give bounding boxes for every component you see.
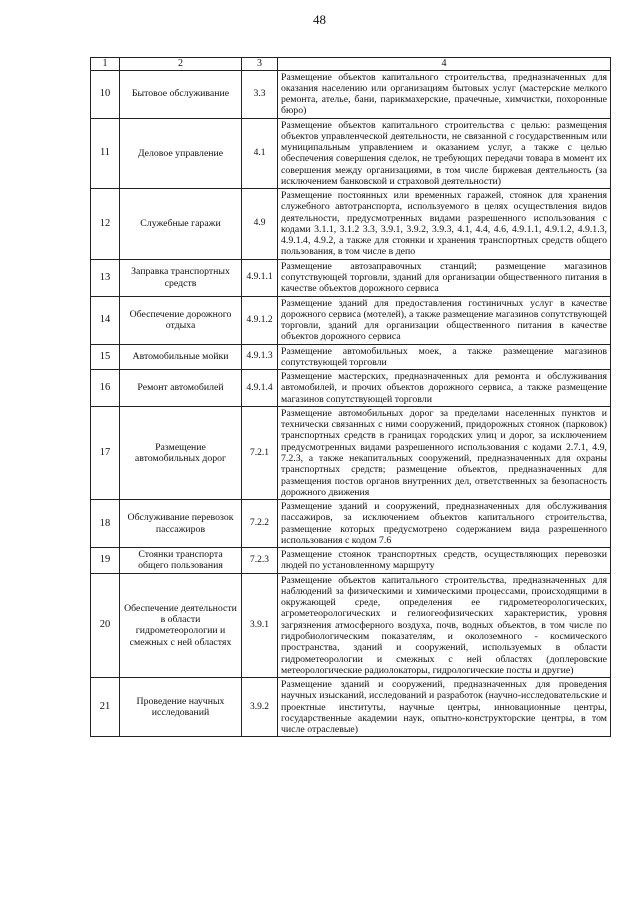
land-use-table [90,57,611,737]
row-number: 15 [91,344,120,370]
use-type-description: Размещение объектов капитального строительства, предназначенных для оказания населению или организациям бытовых услуг (мастерские мелкого ремонта, ателье, бани, парикмахерские, прачечные, химчистки, похоронные бюро) [278,70,611,118]
use-type-name: Автомобильные мойки [120,344,242,370]
use-type-description: Размещение автозаправочных станций; размещение магазинов сопутствующей торговли, зданий для организации общественного питания в качестве объектов дорожного сервиса [278,259,611,296]
row-number: 21 [91,678,120,737]
row-number: 11 [91,118,120,189]
use-type-code: 7.2.3 [242,548,278,574]
use-type-description: Размещение зданий и сооружений, предназначенных для обслуживания пассажиров, за исключением объектов капитального строительства, размещение которых предусмотрено содержанием вида разрешенного использования с кодом 7.6 [278,500,611,548]
page-number: 48 [313,12,326,27]
use-type-name: Проведение научных исследований [120,678,242,737]
use-type-name: Обслуживание перевозок пассажиров [120,500,242,548]
table-row [91,406,611,499]
use-type-name: Заправка транспортных средств [120,259,242,296]
header-col-code: 3 [242,58,278,71]
table-row [91,344,611,370]
table-row [91,678,611,737]
header-col-name: 2 [120,58,242,71]
row-number: 18 [91,500,120,548]
row-number: 19 [91,548,120,574]
use-type-name: Размещение автомобильных дорог [120,406,242,499]
header-col-description: 4 [278,58,611,71]
use-type-name: Стоянки транспорта общего пользования [120,548,242,574]
use-type-description: Размещение объектов капитального строительства с целью: размещения объектов управленческой деятельности, не связанной с государственным или муниципальным управлением и оказанием услуг, а также с целью обеспечения совершения сделок, не требующих передачи товара в момент их совершения между организациями, в том числе биржевая деятельность (за исключением банковской и страховой деятельности) [278,118,611,189]
row-number: 14 [91,296,120,344]
use-type-code: 4.9.1.1 [242,259,278,296]
table-row [91,296,611,344]
use-type-name: Служебные гаражи [120,189,242,260]
row-number: 20 [91,573,120,677]
use-type-code: 3.9.2 [242,678,278,737]
table-row [91,118,611,189]
use-type-name: Обеспечение дорожного отдыха [120,296,242,344]
use-type-code: 7.2.2 [242,500,278,548]
row-number: 17 [91,406,120,499]
use-type-code: 3.3 [242,70,278,118]
row-number: 12 [91,189,120,260]
use-type-code: 4.9.1.4 [242,370,278,407]
table-row [91,573,611,677]
use-type-code: 4.9.1.2 [242,296,278,344]
use-type-code: 3.9.1 [242,573,278,677]
table-row [91,259,611,296]
use-type-description: Размещение автомобильных дорог за пределами населенных пунктов и технически связанных с ними сооружений, придорожных стоянок (парковок) транспортных средств в границах городских улиц и дорог, за исключением предусмотренных видами разрешенного использования с кодами 2.7.1, 4.9, 7.2.3, а также некапитальных сооружений, предназначенных для охраны транспортных средств; размещение объектов, предназначенных для размещения постов органов внутренних дел, ответственных за безопасность дорожного движения [278,406,611,499]
use-type-description: Размещение автомобильных моек, а также размещение магазинов сопутствующей торговли [278,344,611,370]
use-type-name: Обеспечение деятельности в области гидрометеорологии и смежных с ней областях [120,573,242,677]
use-type-description: Размещение зданий для предоставления гостиничных услуг в качестве дорожного сервиса (мотелей), а также размещение магазинов сопутствующей торговли, зданий для организации общественного питания в качестве объектов дорожного сервиса [278,296,611,344]
table-row [91,370,611,407]
use-type-description: Размещение мастерских, предназначенных для ремонта и обслуживания автомобилей, и прочих объектов дорожного сервиса, а также размещение магазинов сопутствующей торговли [278,370,611,407]
table-header-row [91,58,611,71]
use-type-name: Ремонт автомобилей [120,370,242,407]
row-number: 10 [91,70,120,118]
use-type-code: 4.9 [242,189,278,260]
use-type-name: Бытовое обслуживание [120,70,242,118]
use-type-description: Размещение постоянных или временных гаражей, стоянок для хранения служебного автотранспорта, используемого в целях осуществления видов деятельности, предусмотренных видами разрешенного использования с кодами 3.1.1, 3.1.2 3.3, 3.9.1, 3.9.2, 3.9.3, 4.1, 4.4, 4.6, 4.9.1.1, 4.9.1.2, 4.9.1.3, 4.9.1.4, 4.9.2, а также для стоянки и хранения транспортных средств общего пользования, в том числе в депо [278,189,611,260]
use-type-code: 4.9.1.3 [242,344,278,370]
use-type-description: Размещение стоянок транспортных средств, осуществляющих перевозки людей по установленному маршруту [278,548,611,574]
row-number: 13 [91,259,120,296]
header-col-number: 1 [91,58,120,71]
use-type-code: 4.1 [242,118,278,189]
table-row [91,189,611,260]
use-type-name: Деловое управление [120,118,242,189]
use-type-description: Размещение объектов капитального строительства, предназначенных для наблюдений за физическими и химическими процессами, происходящими в окружающей среде, определения ее гидрометеорологических, агрометеорологических и гелиогеофизических характеристик, уровня загрязнения атмосферного воздуха, почв, водных объектов, в том числе по гидробиологическим показателям, и околоземного - космического пространства, зданий и сооружений, используемых в области гидрометеорологии и смежных с ней областях (доплеровские метеорологические радиолокаторы, гидрологические посты и другие) [278,573,611,677]
table-row [91,500,611,548]
row-number: 16 [91,370,120,407]
use-type-code: 7.2.1 [242,406,278,499]
use-type-description: Размещение зданий и сооружений, предназначенных для проведения научных изысканий, исследований и разработок (научно-исследовательские и проектные институты, научные центры, инновационные центры, государственные академии наук, опытно-конструкторские центры, в том числе отраслевые) [278,678,611,737]
table-row [91,70,611,118]
table-row [91,548,611,574]
